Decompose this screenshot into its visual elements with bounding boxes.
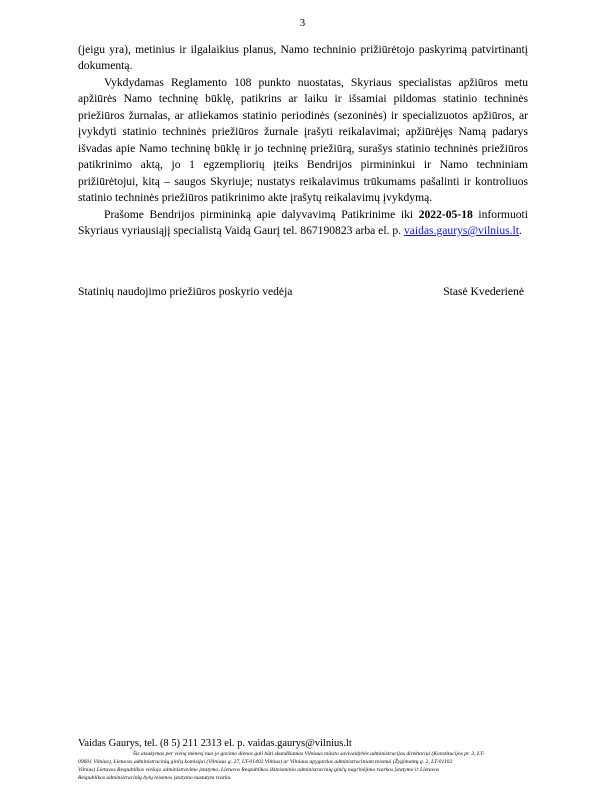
paragraph-3: [78, 207, 528, 240]
footer-fine-line-1: Šis atsakymas per vieną mėnesį nuo jo gavimo dienos gali būti skundžiamas Vilniaus miesto savivaldybės administracijos direktoriui (Konstitucijos pr. 3, LT-: [133, 751, 485, 757]
deadline-date: 2022-05-18: [418, 207, 473, 221]
document-footer: [78, 738, 530, 783]
signer-name: Stasė Kvederienė: [443, 285, 524, 298]
footer-fine-line-2: 09601 Vilnius), Lietuvos administracinių ginčų komisijai (Vilniaus g. 27, LT-01402 Vilnius) ar Vilniaus apygardos administraciniam teismui (Žygimantų g. 2, LT-01102: [78, 758, 453, 765]
paragraph-3-part3: .: [518, 223, 522, 237]
paragraph-3-part1: Prašome Bendrijos pirmininką apie dalyvavimą Patikrinime iki: [104, 207, 419, 221]
signature-block: [78, 285, 528, 298]
paragraph-1: (jeigu yra), metinius ir ilgalaikius planus, Namo techninio prižiūrėtojo paskyrimą patvirtinantį dokumentą.: [78, 43, 528, 73]
email-link[interactable]: vaidas.gaurys@vilnius.lt: [403, 223, 519, 237]
page-number: 3: [299, 18, 306, 29]
footer-fine-line-4: Respublikos administracinių bylų teisenos įstatymo nustatyta tvarka.: [78, 774, 232, 781]
paragraph-2: Vykdydamas Reglamento 108 punkto nuostatas, Skyriaus specialistas apžiūros metu apžiūrės Namo techninę būklę, patikrins ar laiku ir išsamiai pildomas statinio techninės priežiūros žurnalas, ar atliekamos statinio periodinės (sezoninės) ir specializuotos apžiūros, ar įvykdyti statinio techninės priežiūros žurnale įrašyti reikalavimai; apžiūrėjęs Namą padarys išvadas apie Namo techninę būklę ir jo techninę priežiūrą, surašys statinio techninės priežiūros patikrinimo aktą, jo 1 egzempliorių įteiks Bendrijos pirmininkui ir Namo techniniam prižiūrėtojui, kitą – saugos Skyriuje; nustatys reikalavimus trūkumams pašalinti ir kontroliuos statinio techninės priežiūros patikrinimo akte įrašytų reikalavimų įvykdymą.: [78, 75, 528, 205]
footer-contact: Vaidas Gaurys, tel. (8 5) 211 2313 el. p. vaidas.gaurys@vilnius.lt: [78, 738, 352, 749]
document-body: [78, 42, 528, 239]
paragraph-3-part2: informuoti Skyriaus vyriausiąjį specialistą Vaidą Gaurį tel. 867190823 arba el. p.: [78, 207, 528, 237]
signer-title: Statinių naudojimo priežiūros poskyrio vedėja: [78, 285, 293, 298]
footer-fine-line-3: Vilnius) Lietuvos Respublikos viešojo administravimo įstatymo, Lietuvos Respublikos ikiteisminio administracinių ginčų nagrinėjimo tvarkos įstatymo ir Lietuvos: [78, 766, 439, 773]
